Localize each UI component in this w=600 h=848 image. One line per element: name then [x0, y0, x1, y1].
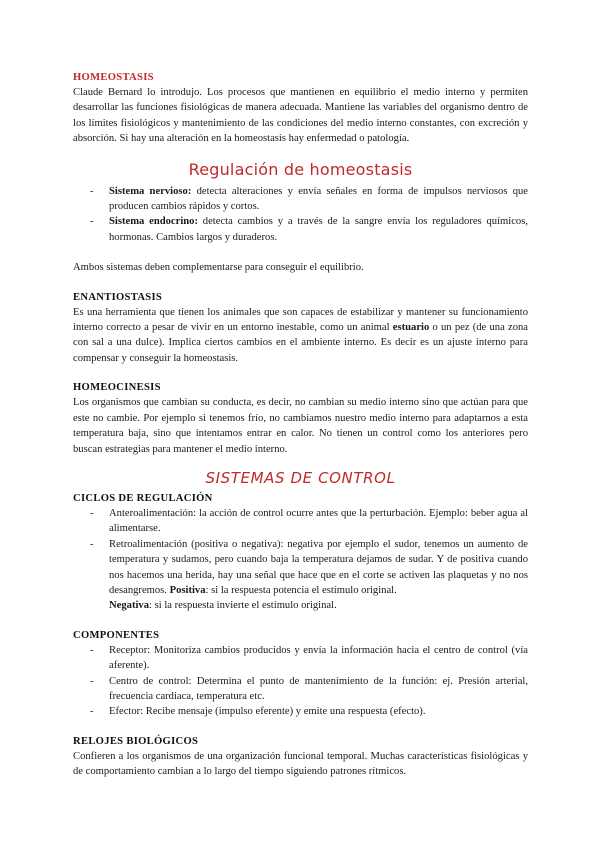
- list-dash: -: [90, 644, 94, 656]
- componentes-list: [73, 643, 528, 720]
- positiva-text: : si la respuesta potencia el estímulo original.: [205, 584, 397, 596]
- enantiostasis-bold-term: estuario: [392, 322, 430, 334]
- enantiostasis-text-after: o un pez (de una zona con sal a una dulce). Implica ciertos cambios en el ambiente interno. Es decir es un ajuste interno para compensar y conseguir la homeostasis.: [73, 322, 528, 364]
- list-dash: -: [90, 675, 94, 687]
- list-dash: -: [90, 706, 94, 718]
- homeostasis-heading: HOMEOSTASIS: [73, 72, 154, 83]
- list-item-text: detecta cambios y a través de la sangre envía los reguladores químicos, hormonas. Cambios largos y duraderos.: [109, 216, 528, 243]
- relojes-section: [73, 734, 528, 780]
- list-dash: -: [90, 216, 94, 228]
- ciclos-section: [73, 491, 528, 614]
- list-dash: -: [90, 538, 94, 550]
- list-item: [73, 643, 528, 674]
- enantiostasis-text-before: Es una herramienta que tienen los animales que son capaces de estabilizar y mantener su funcionamiento interno correcto a pesar de vivir en un entorno inestable, como un animal: [73, 306, 528, 334]
- enantiostasis-section: [73, 290, 528, 367]
- homeostasis-section: [73, 70, 528, 147]
- homeocinesis-heading: HOMEOCINESIS: [73, 382, 161, 394]
- list-dash: -: [90, 185, 94, 197]
- list-item: [73, 674, 528, 705]
- componentes-section: [73, 628, 528, 720]
- list-item: [73, 184, 528, 215]
- list-item: [73, 537, 528, 614]
- regulacion-closing: Ambos sistemas deben complementarse para conseguir el equilibrio.: [73, 262, 364, 274]
- list-item-text: Anteroalimentación: la acción de control ocurre antes que la perturbación. Ejemplo: beber agua al alimentarse.: [109, 507, 528, 535]
- list-item-text: detecta alteraciones y envía señales en forma de impulsos nerviosos que producen cambios rápidos y cortos.: [109, 185, 528, 213]
- homeostasis-paragraph: Claude Bernard lo introdujo. Los procesos que mantienen en equilibrio el medio interno y permiten desarrollar las funciones fisiológicas de manera adecuada. Mantiene las variables del organismo dentro de los límites fisiológicos y mantenimiento de las condiciones del medio interno constantes, con excreción y absorción. Si hay una alteración en la homeostasis hay enfermedad o patología.: [73, 87, 528, 145]
- regulacion-title: Regulación de homeostasis: [188, 159, 413, 179]
- negativa-term: Negativa: [109, 600, 150, 612]
- list-dash: -: [90, 507, 94, 519]
- ciclos-heading: CICLOS DE REGULACIÓN: [73, 492, 213, 504]
- list-item-text: Centro de control: Determina el punto de mantenimiento de la función: ej. Presión arterial, frecuencia cardiaca, temperatura etc.: [109, 675, 528, 702]
- enantiostasis-heading: ENANTIOSTASIS: [73, 291, 163, 303]
- relojes-heading: RELOJES BIOLÓGICOS: [73, 735, 199, 747]
- list-item: [73, 506, 528, 537]
- relojes-paragraph: Confieren a los organismos de una organización funcional temporal. Muchas características fisiológicas y de comportamiento cambian a lo largo del tiempo siguiendo patrones rítmicos.: [73, 750, 528, 778]
- sistemas-title: SISTEMAS DE CONTROL: [205, 468, 396, 487]
- document-page: [73, 70, 528, 780]
- homeocinesis-section: [73, 380, 528, 457]
- positiva-term: Positiva: [169, 584, 206, 596]
- list-item: [73, 214, 528, 245]
- list-item: [73, 704, 528, 719]
- negativa-line: [109, 598, 528, 613]
- list-item-term: Sistema nervioso:: [109, 185, 192, 197]
- list-item-text: Efector: Recibe mensaje (impulso eferente) y emite una respuesta (efecto).: [109, 706, 426, 718]
- list-item-text: Retroalimentación (positiva o negativa): negativa por ejemplo el sudor, tenemos un aumento de temperatura y sudamos, pero cuando baja la temperatura dejamos de sudar. Y de positiva cuando nos hacemos una herida, hay una señal que hace que en el corte se activen las plaquetas y no nos desangremos.: [109, 538, 528, 596]
- list-item-term: Sistema endocrino:: [109, 216, 198, 228]
- componentes-heading: COMPONENTES: [73, 629, 160, 641]
- enantiostasis-paragraph: [73, 305, 528, 367]
- negativa-text: : si la respuesta invierte el estímulo original.: [149, 600, 337, 612]
- ciclos-list: [73, 506, 528, 614]
- list-item-text: Receptor: Monitoriza cambios producidos y envía la información hacia el centro de control (vía aferente).: [109, 644, 528, 672]
- homeocinesis-paragraph: Los organismos que cambian su conducta, es decir, no cambian su medio interno sino que actúan para que este no cambie. Por ejemplo si tenemos frío, no cambiamos nuestro medio interno para adaptarnos a esta temperatura baja, sino que intentamos entrar en calor. No tienen un control como los anteriores pero buscan estrategias para mantener el medio interno.: [73, 397, 528, 455]
- regulacion-list: [73, 184, 528, 246]
